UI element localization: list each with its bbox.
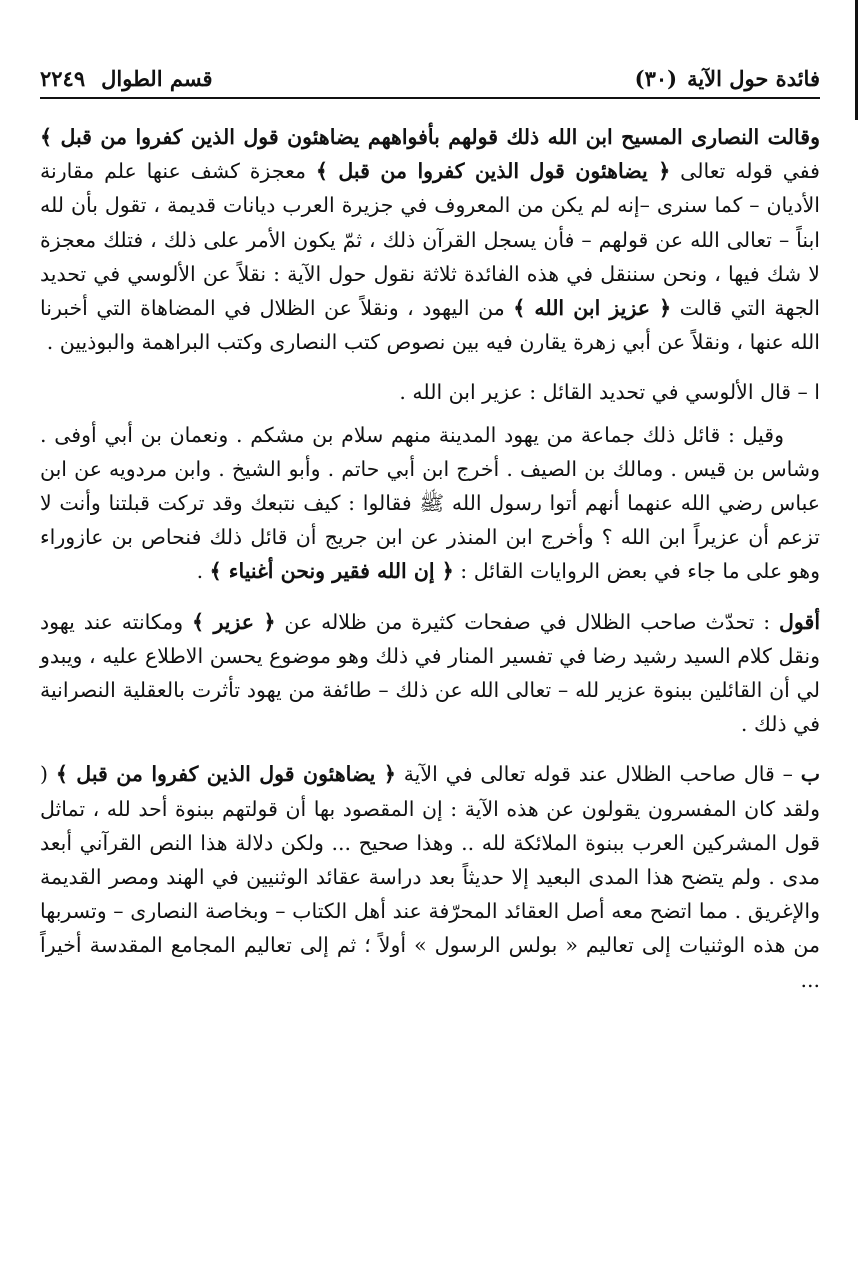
running-title: فائدة حول الآية <box>687 65 820 91</box>
header-left <box>40 66 213 91</box>
text-segment: ا – قال الألوسي في تحديد القائل : عزير ابن الله . <box>399 380 820 405</box>
bold-segment: وقالت النصارى المسيح ابن الله ذلك قولهم بأفواههم يضاهئون قول الذين كفروا من قبل ﴾ <box>40 125 820 149</box>
paragraph <box>40 605 820 742</box>
paragraph <box>40 757 820 996</box>
page-body <box>40 120 820 1005</box>
bold-segment: ﴿ يضاهئون قول الذين كفروا من قبل ﴾ <box>315 159 671 184</box>
paragraph <box>40 418 820 589</box>
text-segment: . <box>196 559 210 584</box>
paragraph <box>40 375 820 409</box>
text-segment: وقيل : قائل ذلك جماعة من يهود المدينة منهم سلام بن مشكم . ونعمان بن أبي أوفى . وشاس بن قيس . ومالك بن الصيف . أخرج ابن أبي حاتم . وأبو الشيخ . وابن مردويه عن ابن عباس رضي الله عنهما أنهم أتوا رسول الله ﷺ فقالوا : كيف نتبعك وقد تركت قبلتنا وأنت لا تزعم أن عزيراً ابن الله ؟ وأخرج ابن المنذر عن ابن جريج أن قائل ذلك فنحاص بن عازوراء وهو على ما جاء في بعض الروايات القائل : <box>40 422 820 584</box>
text-segment: من اليهود ، ونقلاً عن الظلال في المضاهاة التي أخبرنا الله عنها ، ونقلاً عن أبي زهرة يقارن فيه بين نصوص كتب النصارى وكتب البراهمة والبوذيين . <box>40 296 820 355</box>
page-number: ٢٢٤٩ <box>40 65 86 91</box>
section-name: قسم الطوال <box>101 65 213 91</box>
paragraph <box>40 120 820 359</box>
bold-segment: أقول <box>779 609 821 634</box>
page-edge-line <box>855 0 858 120</box>
bold-segment: ﴿ يضاهئون قول الذين كفروا من قبل ﴾ <box>55 762 396 787</box>
text-segment: ففي قوله تعالى <box>670 159 820 184</box>
chapter-number: (٣٠) <box>634 65 678 91</box>
bold-segment: ﴿ إن الله فقير ونحن أغنياء ﴾ <box>209 559 454 584</box>
header-rule <box>40 97 820 99</box>
bold-segment: ب <box>800 762 820 787</box>
text-segment: – قال صاحب الظلال عند قوله تعالى في الآية <box>395 762 801 787</box>
header-right <box>635 66 820 91</box>
running-header <box>40 62 820 94</box>
text-segment: : تحدّث صاحب الظلال في صفحات كثيرة من ظلاله عن <box>275 609 780 634</box>
text-segment: ( ولقد كان المفسرون يقولون عن هذه الآية : إن المقصود بها أن قولتهم ببنوة أحد لله ، تماثل قول المشركين العرب ببنوة الملائكة لله .. وهذا صحيح ... ولكن دلالة هذا النص القرآني أبعد مدى . ولم يتضح هذا المدى البعيد إلا حديثاً بعد دراسة عقائد الوثنيين في الهند ومصر القديمة والإغريق . مما اتضح معه أصل العقائد المحرّفة عند أهل الكتاب – وبخاصة النصارى – وتسربها من هذه الوثنيات إلى تعاليم « بولس الرسول » أولاً ؛ ثم إلى تعاليم المجامع المقدسة أخيراً ... <box>40 762 820 992</box>
text-segment: معجزة كشف عنها علم مقارنة الأديان – كما سنرى –إنه لم يكن من المعروف في جزيرة العرب ديانات قديمة ، تقول بأن لله ابناً – تعالى الله عن قولهم – فأن يسجل القرآن ذلك ، ثمّ يكون الأمر على ذلك ، فتلك معجزة لا شك فيها ، ونحن سننقل في هذه الفائدة ثلاثة نقول حول الآية : نقلاً عن الألوسي في تحديد الجهة التي قالت <box>40 159 820 321</box>
text-segment: ومكانته عند يهود ونقل كلام السيد رشيد رضا في تفسير المنار في ذلك وهو موضوع يحسن الاطلاع عليه ، ويبدو لي أن القائلين ببنوة عزير لله – تعالى الله عن ذلك – طائفة من يهود تأثرت بالعقلية النصرانية في ذلك . <box>40 609 820 737</box>
bold-segment: ﴿ عزيز ابن الله ﴾ <box>513 296 672 321</box>
bold-segment: ﴿ عزير ﴾ <box>191 609 276 634</box>
